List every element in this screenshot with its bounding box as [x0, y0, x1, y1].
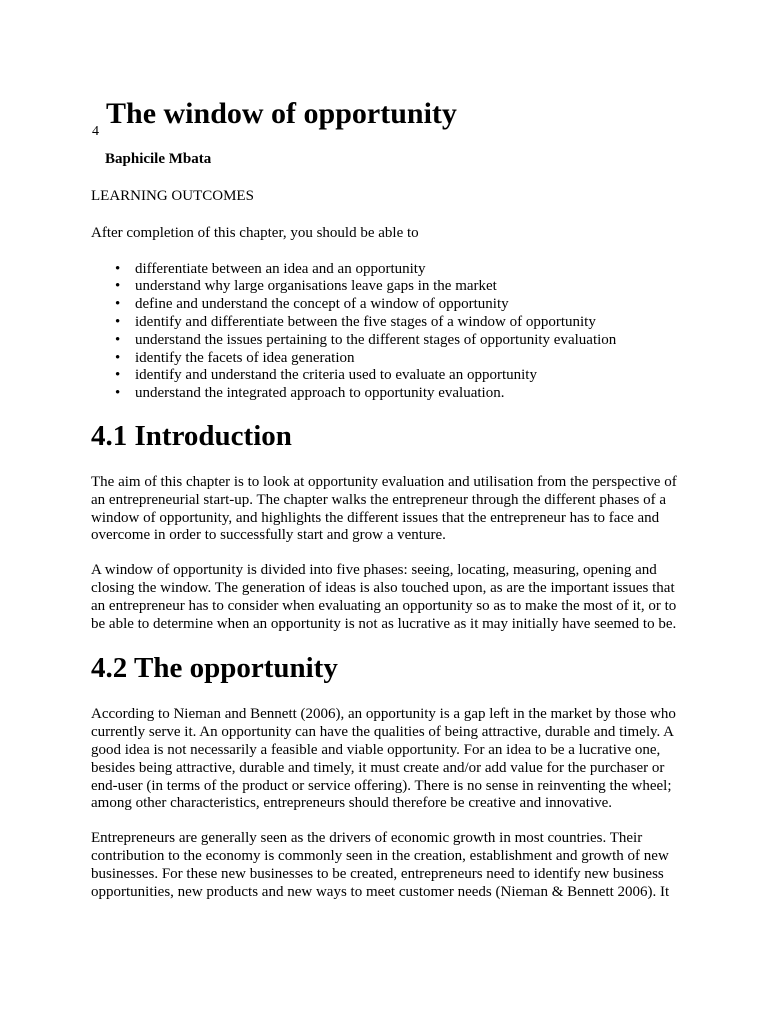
author-name: Baphicile Mbata	[105, 151, 212, 167]
bullet-icon: •	[115, 278, 121, 295]
bullet-icon: •	[115, 260, 121, 277]
list-item	[91, 296, 681, 314]
list-item-text: define and understand the concept of a window of opportunity	[135, 296, 509, 313]
bullet-icon: •	[115, 331, 121, 348]
list-item-text: differentiate between an idea and an opportunity	[135, 260, 426, 277]
bullet-icon: •	[115, 296, 121, 313]
paragraph: The aim of this chapter is to look at opportunity evaluation and utilisation from the perspective of an entrepreneurial start-up. The chapter walks the entrepreneur through the different phases of a window of opportunity, and highlights the different issues that the entrepreneur has to face and overcome in order to successfully start and grow a venture.	[91, 473, 677, 544]
list-item-text: understand the issues pertaining to the different stages of opportunity evaluation	[135, 331, 617, 348]
list-item	[91, 350, 681, 368]
list-item-text: identify the facets of idea generation	[135, 349, 355, 366]
bullet-icon: •	[115, 385, 121, 402]
list-item	[91, 261, 681, 279]
bullet-icon: •	[115, 349, 121, 366]
chapter-title: The window of opportunity	[106, 97, 457, 130]
paragraph: Entrepreneurs are generally seen as the drivers of economic growth in most countries. Their contribution to the economy is commonly seen in the creation, establishment and growth of new businesses. For these new businesses to be created, entrepreneurs need to identify new business opportunities, new products and new ways to meet customer needs (Nieman & Bennett 2006). It	[91, 830, 670, 900]
learning-outcomes-label: LEARNING OUTCOMES	[91, 188, 254, 204]
document-body	[91, 188, 681, 918]
list-item	[91, 314, 681, 332]
list-item-text: identify and understand the criteria used to evaluate an opportunity	[135, 367, 537, 384]
learning-outcomes-lead: After completion of this chapter, you should be able to	[91, 224, 419, 241]
list-item	[91, 367, 681, 385]
list-item-text: understand why large organisations leave gaps in the market	[135, 278, 497, 295]
paragraph: A window of opportunity is divided into five phases: seeing, locating, measuring, opening and closing the window. The generation of ideas is also touched upon, as are the important issues that an entrepreneur has to consider when evaluating an opportunity so as to make the most of it, or to be able to determine when an opportunity is not as lucrative as it may initially have seemed to be.	[91, 562, 677, 632]
list-item	[91, 385, 681, 403]
list-item	[91, 332, 681, 350]
list-item-text: identify and differentiate between the five stages of a window of opportunity	[135, 313, 596, 330]
bullet-icon: •	[115, 313, 121, 330]
learning-outcomes-list	[91, 261, 681, 403]
bullet-icon: •	[115, 367, 121, 384]
section-heading-introduction: 4.1 Introduction	[91, 419, 292, 452]
list-item	[91, 278, 681, 296]
list-item-text: understand the integrated approach to opportunity evaluation.	[135, 385, 505, 402]
chapter-number: 4	[92, 124, 99, 139]
paragraph: According to Nieman and Bennett (2006), an opportunity is a gap left in the market by those who currently serve it. An opportunity can have the qualities of being attractive, durable and timely. A good idea is not necessarily a feasible and viable opportunity. For an idea to be a lucrative one, besides being attractive, durable and timely, it must create and/or add value for the purchaser or end-user (in terms of the product or service offering). There is no sense in reinventing the wheel; among other characteristics, entrepreneurs should therefore be creative and innovative.	[91, 706, 676, 812]
section-heading-opportunity: 4.2 The opportunity	[91, 652, 338, 685]
